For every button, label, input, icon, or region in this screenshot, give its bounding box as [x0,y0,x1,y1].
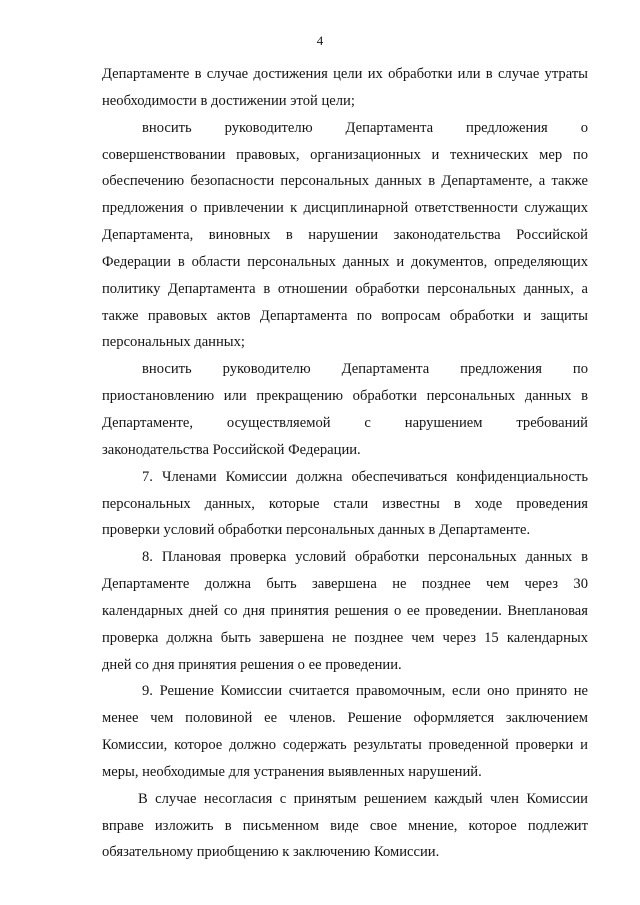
text-line: приостановлению или прекращению обработки персональных данных в [102,388,588,405]
text-line: В случае несогласия с принятым решением каждый член Комиссии [138,790,588,807]
text-line: Департаменте, осуществляемой с нарушением требований [102,414,588,431]
text-line: обязательному приобщению к заключению Комиссии. [102,844,440,861]
text-line: Комиссии, которое должно содержать результаты проведенной проверки и [102,737,588,754]
text-line: также правовых актов Департамента по вопросам обработки и защиты [102,307,588,324]
text-line: персональных данных; [102,334,245,351]
text-line: Департаменте в случае достижения цели их обработки или в случае утраты [102,66,588,82]
text-line: Департамента, виновных в нарушении законодательства Российской [102,227,588,244]
text-line: менее чем половиной ее членов. Решение оформляется заключением [102,710,588,727]
text-line: календарных дней со дня принятия решения о ее проведении. Внеплановая [102,602,588,619]
page-number: 4 [316,33,324,48]
text-line: проверка должна быть завершена не позднее чем через 15 календарных [102,629,588,646]
text-line: политику Департамента в отношении обработки персональных данных, а [102,280,588,297]
text-line: Департаменте должна быть завершена не позднее чем через 30 [102,576,588,593]
text-line: Федерации в области персональных данных и документов, определяющих [102,253,588,270]
text-line: меры, необходимые для устранения выявленных нарушений. [102,763,482,780]
text-line: предложения о привлечении к дисциплинарной ответственности служащих [102,200,588,217]
text-line: вносить руководителю Департамента предложения по [142,361,588,378]
document-body [102,61,588,866]
text-line: 9. Решение Комиссии считается правомочным, если оно принято не [142,683,588,700]
text-line: 8. Плановая проверка условий обработки персональных данных в [142,549,588,566]
text-line: необходимости в достижении этой цели; [102,92,355,109]
text-line: обеспечению безопасности персональных данных в Департаменте, а также [102,173,588,190]
text-line: вносить руководителю Департамента предложения о [142,119,588,136]
text-line: 7. Членами Комиссии должна обеспечиваться конфиденциальность [142,468,588,485]
text-line: совершенствовании правовых, организационных и технических мер по [102,146,588,163]
text-line: законодательства Российской Федерации. [102,441,361,458]
text-line: персональных данных, которые стали известны в ходе проведения [102,495,588,512]
text-line: проверки условий обработки персональных данных в Департаменте. [102,522,531,539]
text-line: дней со дня принятия решения о ее проведении. [102,656,402,673]
text-line: вправе изложить в письменном виде свое мнение, которое подлежит [102,817,588,834]
